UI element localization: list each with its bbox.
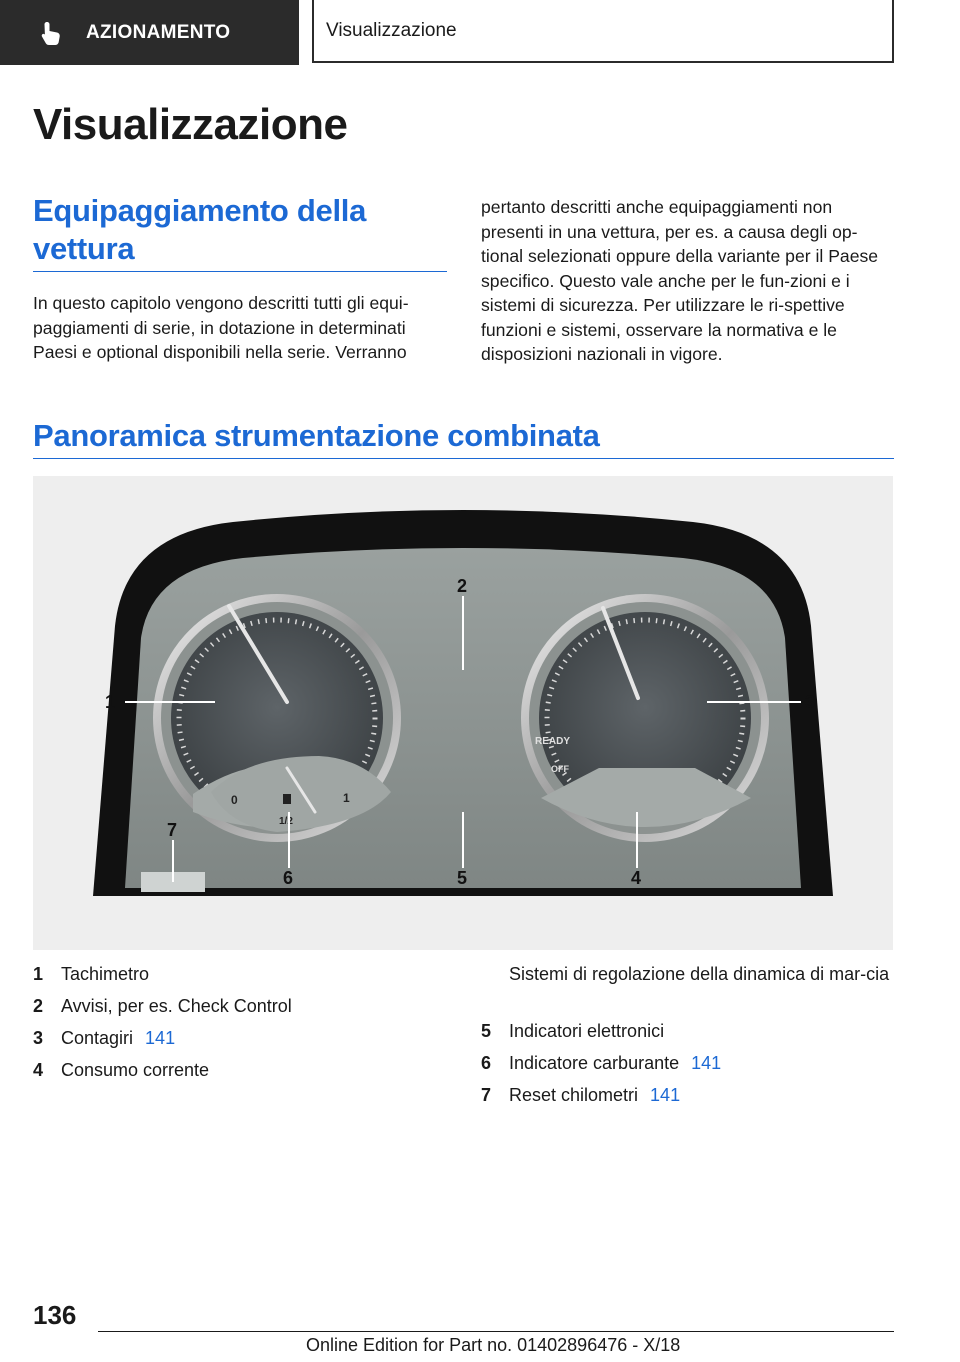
legend-item: 4 Consumo corrente <box>33 1060 210 1080</box>
callout-2: 2 <box>457 576 468 596</box>
callout-6: 6 <box>283 868 294 888</box>
legend-left <box>33 962 453 1090</box>
ready-label: READY <box>535 736 571 747</box>
callout-1: 1 <box>105 692 116 712</box>
off-label: OFF <box>551 764 569 774</box>
hand-pointer-icon <box>40 20 62 46</box>
heading-rule <box>33 271 447 272</box>
legend-item: 3 Contagiri 141 <box>33 1028 176 1048</box>
fuel-full-label: 1 <box>343 791 350 805</box>
page-reference-link[interactable]: 141 <box>691 1053 722 1073</box>
footer-edition: Online Edition for Part no. 01402896476 - X/18 <box>306 1335 681 1355</box>
section-heading-equipment: Equipaggiamento della vettura <box>33 193 367 266</box>
fuel-empty-label: 0 <box>231 793 238 807</box>
page-number: 136 <box>33 1300 77 1330</box>
tachometer-dial <box>521 594 769 842</box>
topic-tab <box>312 0 894 63</box>
page-reference-link[interactable]: 141 <box>145 1028 176 1048</box>
legend-continuation: Sistemi di regolazione della dinamica di mar-cia <box>509 964 890 984</box>
callout-3: 3 <box>805 692 816 712</box>
section-heading-instrument-cluster: Panoramica strumentazione combinata <box>33 418 600 453</box>
fuel-pump-icon <box>283 794 291 804</box>
section-tab[interactable] <box>0 0 299 65</box>
legend-item: 6 Indicatore carburante 141 <box>481 1053 722 1073</box>
legend-right <box>481 1019 901 1115</box>
section-label: AZIONAMENTO <box>86 21 231 43</box>
legend-item: 7 Reset chilometri 141 <box>481 1085 681 1105</box>
legend-item: 5 Indicatori elettronici <box>481 1021 665 1041</box>
page-title: Visualizzazione <box>33 100 348 149</box>
intro-text-col1: In questo capitolo vengono descritti tutti gli equi-paggiamenti di serie, in dotazione in determinati Paesi e optional disponibili nella serie. Verranno <box>33 293 409 362</box>
fuel-half-label: 1/2 <box>279 816 293 827</box>
legend-item: 2 Avvisi, per es. Check Control <box>33 996 292 1016</box>
topic-label: Visualizzazione <box>326 19 457 41</box>
page-header <box>0 0 960 66</box>
callout-7: 7 <box>167 820 178 840</box>
legend-item: 1 Tachimetro <box>33 964 150 984</box>
intro-text-col2: pertanto descritti anche equipaggiamenti non presenti in una vettura, per es. a causa degli op-tional selezionati oppure della variante per il Paese specifico. Questo vale anche per le fun-zioni e i sistemi di sicurezza. Per utilizzare le ri-spettive funzioni e sistemi, osservare la normativa e le disposizioni nazionali in vigore. <box>481 197 879 364</box>
callout-4: 4 <box>631 868 642 888</box>
page-reference-link[interactable]: 141 <box>650 1085 681 1105</box>
callout-5: 5 <box>457 868 468 888</box>
instrument-cluster-figure <box>33 476 893 950</box>
footer-rule <box>98 1331 894 1332</box>
heading-rule <box>33 458 894 459</box>
